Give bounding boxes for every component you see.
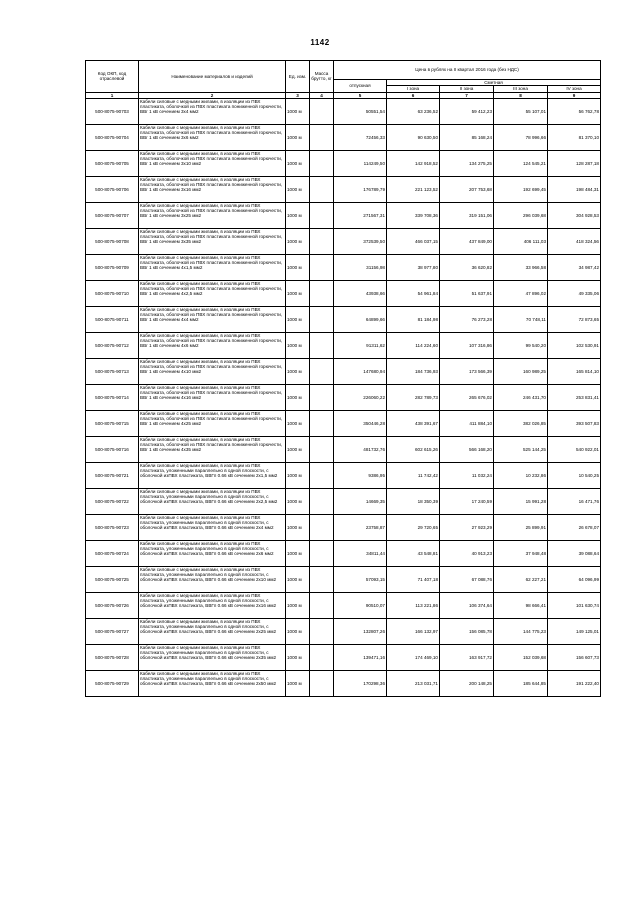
mass-cell	[310, 436, 334, 462]
zone-3-price-cell: 144 775,23	[494, 618, 548, 644]
zone-1-price-cell: 11 742,42	[387, 462, 440, 488]
mass-cell	[310, 358, 334, 384]
name-cell: Кабели силовые с медными жилами, в изоляции из ПВХ пластиката, уложенными параллельно в одной плоскости, с оболочкой изПВХ пластиката, ВВГп 0.66 кВ сечением 2х25 мм2	[139, 618, 286, 644]
mass-cell	[310, 384, 334, 410]
release-price-cell: 372539,50	[334, 228, 387, 254]
unit-cell: 1000 м	[286, 462, 310, 488]
zone-3-price-cell: 33 966,58	[494, 254, 548, 280]
page-number: 1142	[310, 38, 330, 47]
name-cell: Кабели силовые с медными жилами, в изоляции из ПВХ пластиката, уложенными параллельно в одной плоскости, с оболочкой изПВХ пластиката, ВВГп 0.66 кВ сечением 2х16 мм2	[139, 592, 286, 618]
mass-cell	[310, 488, 334, 514]
zone-1-price-cell: 602 615,26	[387, 436, 440, 462]
unit-cell: 1000 м	[286, 358, 310, 384]
zone-4-price-cell: 191 222,40	[548, 670, 601, 696]
unit-cell: 1000 м	[286, 150, 310, 176]
zone-2-price-cell: 67 088,76	[440, 566, 494, 592]
release-price-cell: 23758,87	[334, 514, 387, 540]
release-price-cell: 139471,16	[334, 644, 387, 670]
zone-1-price-cell: 282 789,73	[387, 384, 440, 410]
zone-4-price-cell: 149 125,01	[548, 618, 601, 644]
unit-cell: 1000 м	[286, 670, 310, 696]
col-number: 6	[387, 92, 440, 98]
mass-cell	[310, 202, 334, 228]
header-code: Код ОКП, код отраслевой	[86, 61, 139, 93]
unit-cell: 1000 м	[286, 306, 310, 332]
unit-cell: 1000 м	[286, 254, 310, 280]
col-number: 1	[86, 92, 139, 98]
zone-1-price-cell: 174 469,10	[387, 644, 440, 670]
zone-1-price-cell: 63 236,52	[387, 98, 440, 124]
release-price-cell: 170298,36	[334, 670, 387, 696]
name-cell: Кабели силовые с медными жилами, в изоляции из ПВХ пластиката, уложенными параллельно в одной плоскости, с оболочкой изПВХ пластиката, ВВГп 0.66 кВ сечением 2х1,5 мм2	[139, 462, 286, 488]
table-row	[86, 410, 601, 436]
header-zone-1: I зона	[387, 86, 440, 92]
release-price-cell: 34811,44	[334, 540, 387, 566]
zone-4-price-cell: 128 287,18	[548, 150, 601, 176]
zone-3-price-cell: 62 227,21	[494, 566, 548, 592]
col-number: 7	[440, 92, 494, 98]
zone-1-price-cell: 71 407,18	[387, 566, 440, 592]
unit-cell: 1000 м	[286, 618, 310, 644]
mass-cell	[310, 124, 334, 150]
zone-3-price-cell: 37 948,48	[494, 540, 548, 566]
table-row	[86, 514, 601, 540]
zone-1-price-cell: 438 391,67	[387, 410, 440, 436]
unit-cell: 1000 м	[286, 332, 310, 358]
code-cell: 500-8075-90722	[86, 488, 139, 514]
name-cell: Кабели силовые с медными жилами, в изоляции из ПВХ пластиката, оболочкой из ПВХ пластиката пониженной горючести, ВВг 1 кВ сечением 4х2,5 мм2	[139, 280, 286, 306]
name-cell: Кабели силовые с медными жилами, в изоляции из ПВХ пластиката, оболочкой из ПВХ пластиката пониженной горючести, ВВг 1 кВ сечением 3х6 мм2	[139, 124, 286, 150]
unit-cell: 1000 м	[286, 566, 310, 592]
code-cell: 500-8075-90711	[86, 306, 139, 332]
zone-4-price-cell: 102 530,91	[548, 332, 601, 358]
code-cell: 500-8075-90710	[86, 280, 139, 306]
table-row	[86, 98, 601, 124]
header-price-title: Цена в рублях на II квартал 2016 года (без НДС)	[334, 61, 601, 80]
zone-4-price-cell: 165 814,10	[548, 358, 601, 384]
release-price-cell: 226060,22	[334, 384, 387, 410]
zone-2-price-cell: 40 913,23	[440, 540, 494, 566]
zone-3-price-cell: 99 540,20	[494, 332, 548, 358]
unit-cell: 1000 м	[286, 540, 310, 566]
code-cell: 500-8075-90704	[86, 124, 139, 150]
release-price-cell: 64899,66	[334, 306, 387, 332]
code-cell: 500-8075-90709	[86, 254, 139, 280]
zone-4-price-cell: 26 678,07	[548, 514, 601, 540]
zone-1-price-cell: 339 708,36	[387, 202, 440, 228]
col-number: 4	[310, 92, 334, 98]
table-row	[86, 436, 601, 462]
table-row	[86, 462, 601, 488]
name-cell: Кабели силовые с медными жилами, в изоляции из ПВХ пластиката, оболочкой из ПВХ пластиката пониженной горючести, ВВг 1 кВ сечением 4х10 мм2	[139, 358, 286, 384]
name-cell: Кабели силовые с медными жилами, в изоляции из ПВХ пластиката, оболочкой из ПВХ пластиката пониженной горючести, ВВг 1 кВ сечением 3х35 мм2	[139, 228, 286, 254]
table-row	[86, 540, 601, 566]
release-price-cell: 147680,94	[334, 358, 387, 384]
name-cell: Кабели силовые с медными жилами, в изоляции из ПВХ пластиката, оболочкой из ПВХ пластиката пониженной горючести, ВВг 1 кВ сечением 3х16 мм2	[139, 176, 286, 202]
unit-cell: 1000 м	[286, 488, 310, 514]
zone-2-price-cell: 51 637,91	[440, 280, 494, 306]
zone-4-price-cell: 16 471,76	[548, 488, 601, 514]
unit-cell: 1000 м	[286, 410, 310, 436]
unit-cell: 1000 м	[286, 592, 310, 618]
name-cell: Кабели силовые с медными жилами, в изоляции из ПВХ пластиката, оболочкой из ПВХ пластиката пониженной горючести, ВВг 1 кВ сечением 3х10 мм2	[139, 150, 286, 176]
mass-cell	[310, 332, 334, 358]
release-price-cell: 57093,15	[334, 566, 387, 592]
col-number: 5	[334, 92, 387, 98]
zone-2-price-cell: 27 923,29	[440, 514, 494, 540]
release-price-cell: 91311,62	[334, 332, 387, 358]
mass-cell	[310, 176, 334, 202]
zone-4-price-cell: 101 630,74	[548, 592, 601, 618]
table-row	[86, 124, 601, 150]
unit-cell: 1000 м	[286, 176, 310, 202]
release-price-cell: 481732,76	[334, 436, 387, 462]
zone-3-price-cell: 525 144,25	[494, 436, 548, 462]
table-row	[86, 358, 601, 384]
code-cell: 500-8075-90723	[86, 514, 139, 540]
zone-4-price-cell: 418 324,56	[548, 228, 601, 254]
mass-cell	[310, 670, 334, 696]
zone-1-price-cell: 29 720,65	[387, 514, 440, 540]
zone-2-price-cell: 200 148,25	[440, 670, 494, 696]
zone-4-price-cell: 72 873,65	[548, 306, 601, 332]
mass-cell	[310, 566, 334, 592]
mass-cell	[310, 280, 334, 306]
table-row	[86, 644, 601, 670]
table-row	[86, 592, 601, 618]
code-cell: 500-8075-90703	[86, 98, 139, 124]
zone-3-price-cell: 160 989,25	[494, 358, 548, 384]
code-cell: 500-8075-90725	[86, 566, 139, 592]
header-zone-2: II зона	[440, 86, 494, 92]
zone-3-price-cell: 10 232,86	[494, 462, 548, 488]
release-price-cell: 271567,31	[334, 202, 387, 228]
zone-2-price-cell: 134 275,25	[440, 150, 494, 176]
zone-3-price-cell: 152 039,68	[494, 644, 548, 670]
zone-3-price-cell: 15 991,28	[494, 488, 548, 514]
zone-4-price-cell: 540 922,01	[548, 436, 601, 462]
name-cell: Кабели силовые с медными жилами, в изоляции из ПВХ пластиката, оболочкой из ПВХ пластиката пониженной горючести, ВВг 1 кВ сечением 4х25 мм2	[139, 410, 286, 436]
zone-2-price-cell: 85 168,24	[440, 124, 494, 150]
col-number: 8	[494, 92, 548, 98]
col-number: 3	[286, 92, 310, 98]
zone-4-price-cell: 156 607,73	[548, 644, 601, 670]
zone-2-price-cell: 566 168,20	[440, 436, 494, 462]
name-cell: Кабели силовые с медными жилами, в изоляции из ПВХ пластиката, оболочкой из ПВХ пластиката пониженной горючести, ВВг 1 кВ сечением 3х25 мм2	[139, 202, 286, 228]
table-row	[86, 280, 601, 306]
zone-3-price-cell: 382 026,85	[494, 410, 548, 436]
code-cell: 500-8075-90715	[86, 410, 139, 436]
code-cell: 500-8075-90714	[86, 384, 139, 410]
zone-2-price-cell: 59 412,23	[440, 98, 494, 124]
zone-3-price-cell: 192 699,45	[494, 176, 548, 202]
header-estimate: Сметная	[387, 80, 601, 86]
zone-3-price-cell: 25 899,91	[494, 514, 548, 540]
code-cell: 500-8075-90727	[86, 618, 139, 644]
zone-1-price-cell: 166 132,97	[387, 618, 440, 644]
zone-1-price-cell: 142 918,52	[387, 150, 440, 176]
unit-cell: 1000 м	[286, 98, 310, 124]
zone-1-price-cell: 184 736,93	[387, 358, 440, 384]
name-cell: Кабели силовые с медными жилами, в изоляции из ПВХ пластиката, уложенными параллельно в одной плоскости, с оболочкой изПВХ пластиката, ВВГп 0.66 кВ сечением 2х2,5 мм2	[139, 488, 286, 514]
zone-1-price-cell: 18 350,39	[387, 488, 440, 514]
zone-4-price-cell: 393 507,83	[548, 410, 601, 436]
name-cell: Кабели силовые с медными жилами, в изоляции из ПВХ пластиката, оболочкой из ПВХ пластиката пониженной горючести, ВВг 1 кВ сечением 4х6 мм2	[139, 332, 286, 358]
mass-cell	[310, 254, 334, 280]
zone-2-price-cell: 319 151,06	[440, 202, 494, 228]
zone-2-price-cell: 11 032,24	[440, 462, 494, 488]
code-cell: 500-8075-90708	[86, 228, 139, 254]
zone-1-price-cell: 113 221,86	[387, 592, 440, 618]
zone-2-price-cell: 173 566,39	[440, 358, 494, 384]
release-price-cell: 72456,33	[334, 124, 387, 150]
table-row	[86, 254, 601, 280]
table-row	[86, 566, 601, 592]
release-price-cell: 350446,28	[334, 410, 387, 436]
zone-3-price-cell: 185 644,85	[494, 670, 548, 696]
zone-1-price-cell: 221 123,52	[387, 176, 440, 202]
code-cell: 500-8075-90728	[86, 644, 139, 670]
zone-1-price-cell: 43 548,81	[387, 540, 440, 566]
header-mass: Масса брутто, кг	[310, 61, 334, 93]
zone-4-price-cell: 10 540,25	[548, 462, 601, 488]
zone-3-price-cell: 124 545,21	[494, 150, 548, 176]
zone-2-price-cell: 265 676,02	[440, 384, 494, 410]
release-price-cell: 31156,98	[334, 254, 387, 280]
table-row	[86, 488, 601, 514]
zone-2-price-cell: 437 849,00	[440, 228, 494, 254]
zone-2-price-cell: 207 753,68	[440, 176, 494, 202]
zone-1-price-cell: 114 224,60	[387, 332, 440, 358]
code-cell: 500-8075-90713	[86, 358, 139, 384]
table-row	[86, 670, 601, 696]
mass-cell	[310, 306, 334, 332]
mass-cell	[310, 592, 334, 618]
zone-4-price-cell: 253 831,41	[548, 384, 601, 410]
header-unit: Ед. изм.	[286, 61, 310, 93]
zone-2-price-cell: 411 884,10	[440, 410, 494, 436]
release-price-cell: 9386,95	[334, 462, 387, 488]
zone-3-price-cell: 246 431,70	[494, 384, 548, 410]
release-price-cell: 43938,66	[334, 280, 387, 306]
zone-4-price-cell: 81 370,10	[548, 124, 601, 150]
unit-cell: 1000 м	[286, 228, 310, 254]
name-cell: Кабели силовые с медными жилами, в изоляции из ПВХ пластиката, оболочкой из ПВХ пластиката пониженной горючести, ВВг 1 кВ сечением 4х1,5 мм2	[139, 254, 286, 280]
name-cell: Кабели силовые с медными жилами, в изоляции из ПВХ пластиката, уложенными параллельно в одной плоскости, с оболочкой изПВХ пластиката, ВВГп 0.66 кВ сечением 2х4 мм2	[139, 514, 286, 540]
zone-3-price-cell: 70 748,11	[494, 306, 548, 332]
zone-2-price-cell: 106 374,64	[440, 592, 494, 618]
release-price-cell: 90510,07	[334, 592, 387, 618]
release-price-cell: 132807,26	[334, 618, 387, 644]
name-cell: Кабели силовые с медными жилами, в изоляции из ПВХ пластиката, оболочкой из ПВХ пластиката пониженной горючести, ВВг 1 кВ сечением 4х4 мм2	[139, 306, 286, 332]
code-cell: 500-8075-90729	[86, 670, 139, 696]
zone-3-price-cell: 78 996,66	[494, 124, 548, 150]
release-price-cell: 50551,54	[334, 98, 387, 124]
name-cell: Кабели силовые с медными жилами, в изоляции из ПВХ пластиката, уложенными параллельно в одной плоскости, с оболочкой изПВХ пластиката, ВВГп 0.66 кВ сечением 2х35 мм2	[139, 644, 286, 670]
name-cell: Кабели силовые с медными жилами, в изоляции из ПВХ пластиката, оболочкой из ПВХ пластиката пониженной горючести, ВВг 1 кВ сечением 4х35 мм2	[139, 436, 286, 462]
release-price-cell: 14669,35	[334, 488, 387, 514]
unit-cell: 1000 м	[286, 280, 310, 306]
zone-2-price-cell: 107 316,86	[440, 332, 494, 358]
header-release: отпускная	[334, 80, 387, 93]
zone-2-price-cell: 36 620,82	[440, 254, 494, 280]
zone-2-price-cell: 76 273,28	[440, 306, 494, 332]
zone-4-price-cell: 56 762,78	[548, 98, 601, 124]
code-cell: 500-8075-90705	[86, 150, 139, 176]
code-cell: 500-8075-90706	[86, 176, 139, 202]
zone-2-price-cell: 17 240,59	[440, 488, 494, 514]
unit-cell: 1000 м	[286, 124, 310, 150]
zone-3-price-cell: 55 107,01	[494, 98, 548, 124]
zone-1-price-cell: 38 977,80	[387, 254, 440, 280]
zone-3-price-cell: 406 111,03	[494, 228, 548, 254]
table-row	[86, 384, 601, 410]
unit-cell: 1000 м	[286, 644, 310, 670]
name-cell: Кабели силовые с медными жилами, в изоляции из ПВХ пластиката, оболочкой из ПВХ пластиката пониженной горючести, ВВг 1 кВ сечением 4х16 мм2	[139, 384, 286, 410]
unit-cell: 1000 м	[286, 202, 310, 228]
zone-1-price-cell: 81 184,98	[387, 306, 440, 332]
zone-1-price-cell: 466 037,15	[387, 228, 440, 254]
table-row	[86, 228, 601, 254]
col-number: 2	[139, 92, 286, 98]
mass-cell	[310, 150, 334, 176]
name-cell: Кабели силовые с медными жилами, в изоляции из ПВХ пластиката, уложенными параллельно в одной плоскости, с оболочкой изПВХ пластиката, ВВГп 0.66 кВ сечением 2х10 мм2	[139, 566, 286, 592]
zone-4-price-cell: 49 335,06	[548, 280, 601, 306]
mass-cell	[310, 410, 334, 436]
zone-3-price-cell: 296 039,68	[494, 202, 548, 228]
mass-cell	[310, 618, 334, 644]
code-cell: 500-8075-90724	[86, 540, 139, 566]
zone-4-price-cell: 39 088,64	[548, 540, 601, 566]
release-price-cell: 114249,50	[334, 150, 387, 176]
zone-1-price-cell: 213 031,71	[387, 670, 440, 696]
table-row	[86, 306, 601, 332]
zone-3-price-cell: 98 666,41	[494, 592, 548, 618]
mass-cell	[310, 514, 334, 540]
mass-cell	[310, 540, 334, 566]
price-table	[85, 60, 601, 697]
unit-cell: 1000 м	[286, 514, 310, 540]
zone-1-price-cell: 54 961,84	[387, 280, 440, 306]
table-row	[86, 332, 601, 358]
mass-cell	[310, 644, 334, 670]
zone-2-price-cell: 163 917,72	[440, 644, 494, 670]
name-cell: Кабели силовые с медными жилами, в изоляции из ПВХ пластиката, уложенными параллельно в одной плоскости, с оболочкой изПВХ пластиката, ВВГп 0.66 кВ сечением 2х6 мм2	[139, 540, 286, 566]
header-name: Наименование материалов и изделий	[139, 61, 286, 93]
code-cell: 500-8075-90712	[86, 332, 139, 358]
mass-cell	[310, 462, 334, 488]
code-cell: 500-8075-90707	[86, 202, 139, 228]
table-body	[86, 98, 601, 696]
unit-cell: 1000 м	[286, 384, 310, 410]
zone-1-price-cell: 90 630,50	[387, 124, 440, 150]
unit-cell: 1000 м	[286, 436, 310, 462]
header-zone-4: IV зона	[548, 86, 601, 92]
mass-cell	[310, 98, 334, 124]
zone-4-price-cell: 64 096,99	[548, 566, 601, 592]
release-price-cell: 176789,79	[334, 176, 387, 202]
zone-4-price-cell: 34 987,42	[548, 254, 601, 280]
code-cell: 500-8075-90726	[86, 592, 139, 618]
zone-4-price-cell: 198 484,31	[548, 176, 601, 202]
header-zone-3: III зона	[494, 86, 548, 92]
table-row	[86, 150, 601, 176]
table-row	[86, 202, 601, 228]
code-cell: 500-8075-90716	[86, 436, 139, 462]
zone-3-price-cell: 47 896,02	[494, 280, 548, 306]
mass-cell	[310, 228, 334, 254]
table-row	[86, 618, 601, 644]
code-cell: 500-8075-90721	[86, 462, 139, 488]
table-row	[86, 176, 601, 202]
col-number: 9	[548, 92, 601, 98]
zone-2-price-cell: 156 085,78	[440, 618, 494, 644]
zone-4-price-cell: 304 928,53	[548, 202, 601, 228]
name-cell: Кабели силовые с медными жилами, в изоляции из ПВХ пластиката, оболочкой из ПВХ пластиката пониженной горючести, ВВг 1 кВ сечением 3х4 мм2	[139, 98, 286, 124]
name-cell: Кабели силовые с медными жилами, в изоляции из ПВХ пластиката, уложенными параллельно в одной плоскости, с оболочкой изПВХ пластиката, ВВГп 0.66 кВ сечением 2х50 мм2	[139, 670, 286, 696]
